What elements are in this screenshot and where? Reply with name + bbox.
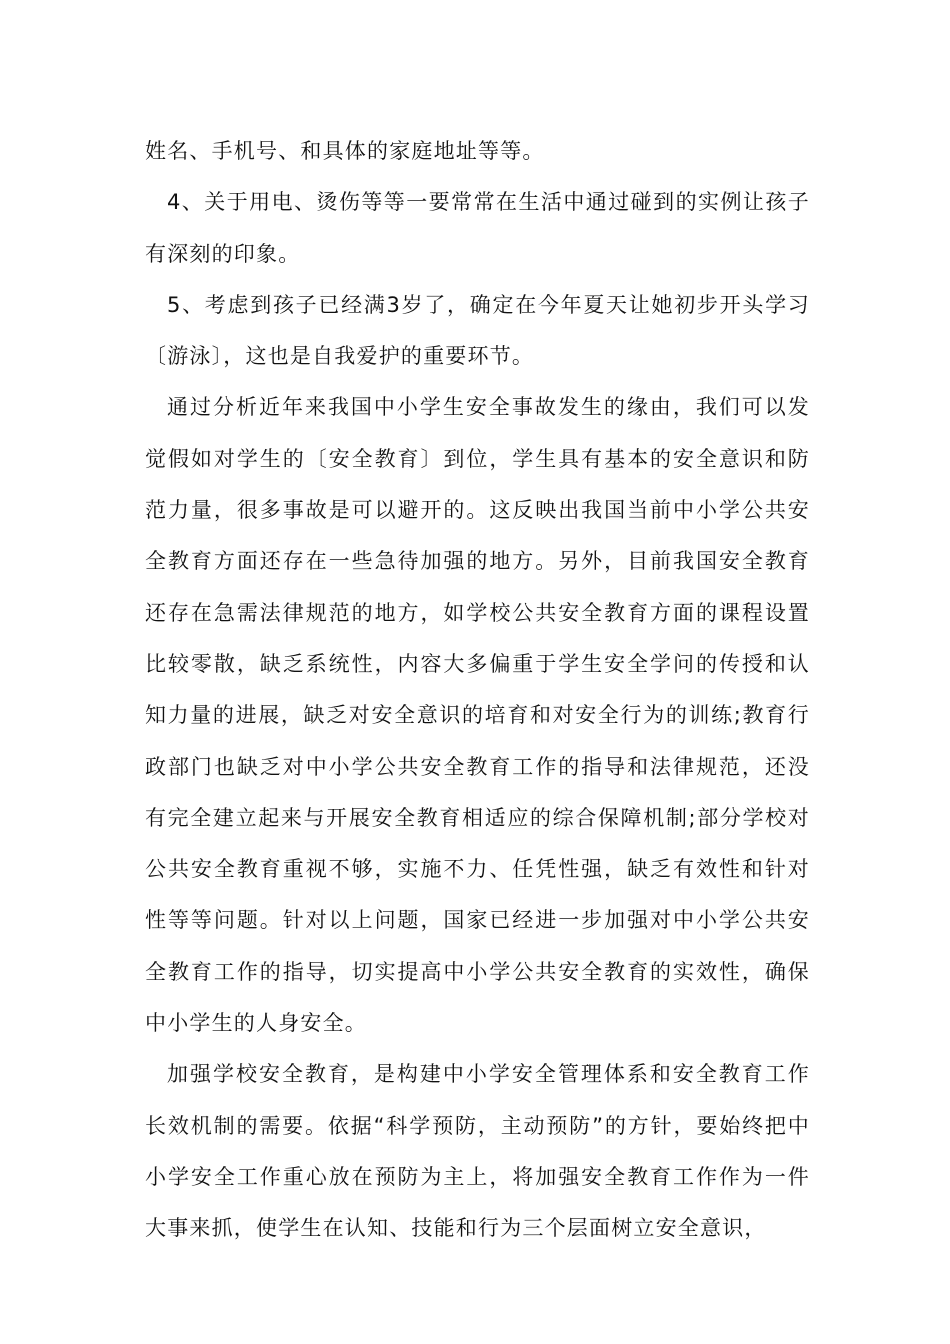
paragraph-contact-info: 姓名、手机号、和具体的家庭地址等等。 (145, 139, 545, 163)
paragraph-safety-analysis: 通过分析近年来我国中小学生安全事故发生的缘由，我们可以发觉假如对学生的〔安全教育〕到位，学生具有基本的安全意识和防范力量，很多事故是可以避开的。这反映出我国当前中小学公共安全教育方面还存在一些急待加强的地方。另外，目前我国安全教育还存在急需法律规范的地方，如学校公共安全教育方面的课程设置比较零散，缺乏系统性，内容大多偏重于学生安全学问的传授和认知力量的进展，缺乏对安全意识的培育和对安全行为的训练;教育行政部门也缺乏对中小学公共安全教育工作的指导和法律规范，还没有完全建立起来与开展安全教育相适应的综合保障机制;部分学校对公共安全教育重视不够，实施不力、任凭性强，缺乏有效性和针对性等等问题。针对以上问题，国家已经进一步加强对中小学公共安全教育工作的指导，切实提高中小学公共安全教育的实效性，确保中小学生的人身安全。 (145, 395, 810, 1036)
document-body (145, 126, 810, 1255)
paragraph-item-5: 5、考虑到孩子已经满3岁了，确定在今年夏天让她初步开头学习〔游泳〕，这也是自我爱护的重要环节。 (145, 292, 810, 369)
paragraph-safety-education: 加强学校安全教育，是构建中小学安全管理体系和安全教育工作长效机制的需要。依据“科学预防，主动预防”的方针，要始终把中小学安全工作重心放在预防为主上，将加强安全教育工作作为一件大事来抓，使学生在认知、技能和行为三个层面树立安全意识， (145, 1062, 810, 1241)
paragraph-item-4: 4、关于用电、烫伤等等一要常常在生活中通过碰到的实例让孩子有深刻的印象。 (145, 190, 810, 266)
